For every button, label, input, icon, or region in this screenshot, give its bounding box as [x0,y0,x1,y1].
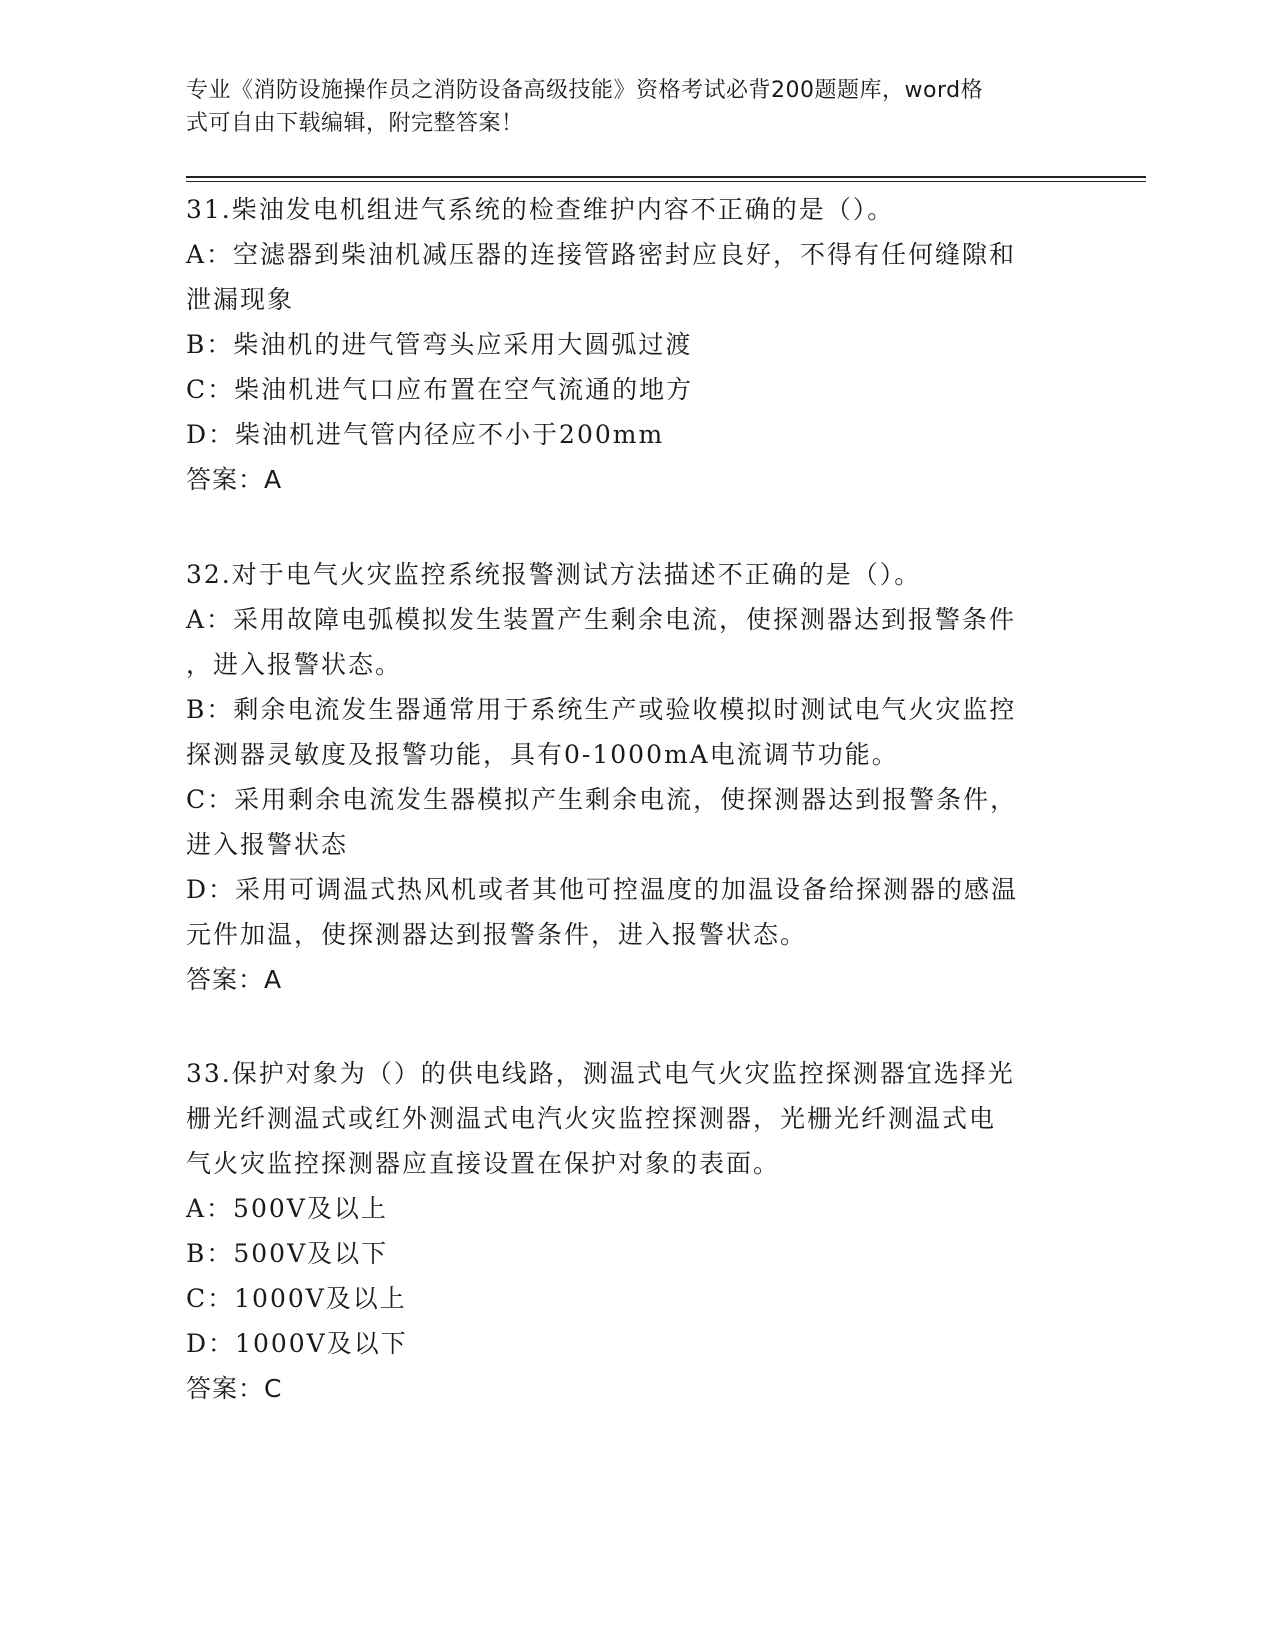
option-c: C：1000V及以上 [186,1284,407,1313]
option-b: B：柴油机的进气管弯头应采用大圆弧过渡 [186,330,693,359]
header-divider [186,181,1146,182]
header-line: 专业《消防设施操作员之消防设备高级技能》资格考试必背200题题库，word格 [186,78,984,103]
answer-line: 答案：A [186,465,283,494]
option-c: C：柴油机进气口应布置在空气流通的地方 [186,375,694,404]
option-b-continued: 探测器灵敏度及报警功能，具有0-1000mA电流调节功能。 [186,740,899,769]
option-d: D：1000V及以下 [186,1329,408,1358]
option-c: C：采用剩余电流发生器模拟产生剩余电流，使探测器达到报警条件， [186,785,1018,814]
option-b: B：500V及以下 [186,1239,389,1268]
document-header [186,74,1086,140]
answer-line: 答案：A [186,965,283,994]
answer-line: 答案：C [186,1374,283,1403]
option-d: D：柴油机进气管内径应不小于200mm [186,420,665,449]
option-a: A：空滤器到柴油机减压器的连接管路密封应良好，不得有任何缝隙和 [186,240,1017,269]
question-stem: 32.对于电气火灾监控系统报警测试方法描述不正确的是（）。 [186,560,922,589]
option-c-continued: 进入报警状态 [186,830,349,859]
question-stem-continued: 气火灾监控探测器应直接设置在保护对象的表面。 [186,1149,781,1178]
question-stem: 31.柴油发电机组进气系统的检查维护内容不正确的是（）。 [186,195,895,224]
option-d-continued: 元件加温，使探测器达到报警条件，进入报警状态。 [186,920,808,949]
option-a-continued: ，进入报警状态。 [186,650,403,679]
option-b: B：剩余电流发生器通常用于系统生产或验收模拟时测试电气火灾监控 [186,695,1017,724]
option-a-continued: 泄漏现象 [186,285,295,314]
option-a: A：采用故障电弧模拟发生装置产生剩余电流，使探测器达到报警条件 [186,605,1017,634]
question-stem: 33.保护对象为（）的供电线路，测温式电气火灾监控探测器宜选择光 [186,1059,1015,1088]
question-33 [186,1051,1086,1411]
question-stem-continued: 栅光纤测温式或红外测温式电汽火灾监控探测器，光栅光纤测温式电 [186,1104,997,1133]
header-divider [186,176,1146,178]
option-d: D：采用可调温式热风机或者其他可控温度的加温设备给探测器的感温 [186,875,1019,904]
question-32 [186,552,1086,1002]
option-a: A：500V及以上 [186,1194,388,1223]
header-line: 式可自由下载编辑，附完整答案！ [186,111,524,136]
question-31 [186,187,1086,502]
